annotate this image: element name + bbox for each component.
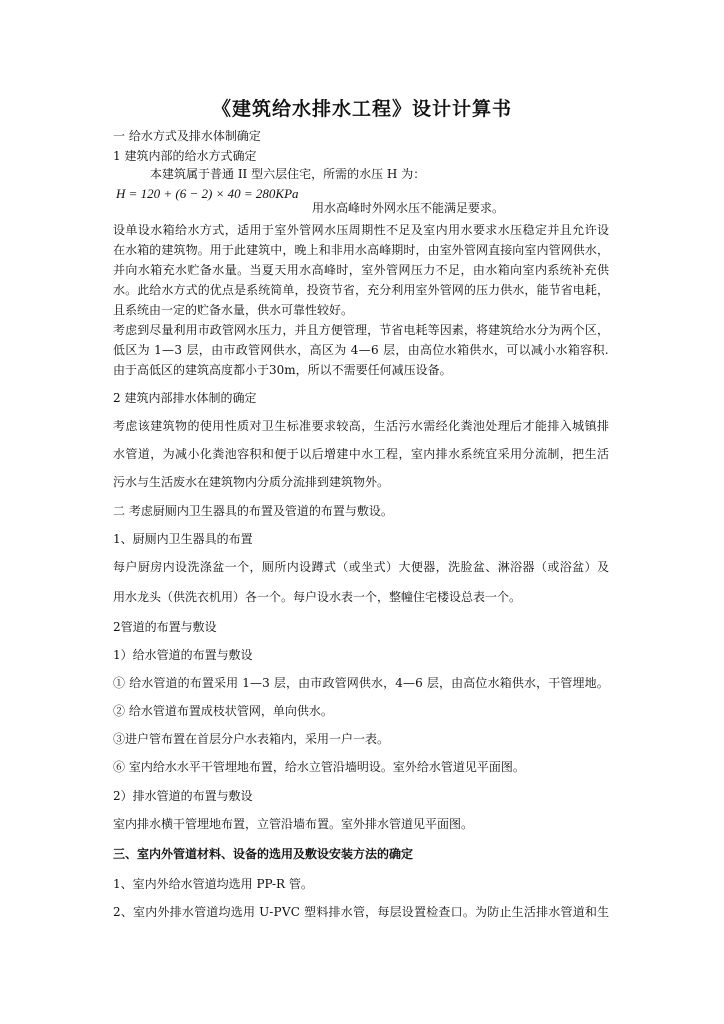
document-line: 用水龙头（供洗衣机用）各一个。每户设水表一个，整幢住宅楼设总表一个。 xyxy=(113,590,522,604)
document-line: 并向水箱充水贮备水量。当夏天用水高峰时，室外管网压力不足，由水箱向室内系统补充供 xyxy=(113,263,610,277)
document-line: 在水箱的建筑物。用于此建筑中，晚上和非用水高峰期时，由室外管网直接向室内管网供水， xyxy=(113,243,610,257)
formula-note: 用水高峰时外网水压不能满足要求。 xyxy=(312,201,505,215)
document-line: 设单设水箱给水方式，适用于室外管网水压周期性不足及室内用水要求水压稳定并且允许设 xyxy=(113,223,610,237)
document-line: 考虑该建筑物的使用性质对卫生标准要求较高，生活污水需经化粪池处理后才能排入城镇排 xyxy=(113,419,610,433)
document-line: ⑥ 室内给水水平干管埋地布置，给水立管沿墙明设。室外给水管道见平面图。 xyxy=(113,760,525,774)
document-line: 2管道的布置与敷设 xyxy=(113,620,217,634)
document-line: 2、室内外排水管道均选用 U-PVC 塑料排水管，每层设置检查口。为防止生活排水管道和生 xyxy=(113,905,610,919)
document-line: 由于高低区的建筑高度都小于30m，所以不需要任何减压设备。 xyxy=(113,363,452,377)
document-line: 考虑到尽量利用市政管网水压力，并且方便管理，节省电耗等因素，将建筑给水分为两个区， xyxy=(113,323,610,337)
document-line: 且系统由一定的贮备水量，供水可靠性较好。 xyxy=(113,303,354,317)
document-title: 《建筑给水排水工程》设计计算书 xyxy=(211,98,512,120)
document-line: 一 给水方式及排水体制确定 xyxy=(113,129,261,143)
document-line: 每户厨房内设洗涤盆一个，厕所内设蹲式（或坐式）大便器，洗脸盆、淋浴器（或浴盆）及 xyxy=(113,560,610,574)
document-line: 污水与生活废水在建筑物内分质分流排到建筑物外。 xyxy=(113,475,390,489)
document-line: 本建筑属于普通 II 型六层住宅，所需的水压 H 为： xyxy=(150,167,426,181)
document-line: 2）排水管道的布置与敷设 xyxy=(113,789,253,803)
document-line: ① 给水管道的布置采用 1—3 层，由市政管网供水，4—6 层，由高位水箱供水，干管埋地。 xyxy=(113,676,609,690)
document-line: 2 建筑内部排水体制的确定 xyxy=(113,391,257,405)
document-line: 1、室内外给水管道均选用 PP-R 管。 xyxy=(113,877,313,891)
document-line: 二 考虑厨厕内卫生器具的布置及管道的布置与敷设。 xyxy=(113,504,393,518)
document-line: 水。此给水方式的优点是系统简单，投资节省，充分利用室外管网的压力供水，能节省电耗， xyxy=(113,283,610,297)
water-pressure-formula: H = 120 + (6 − 2) × 40 = 280KPa xyxy=(116,186,299,201)
document-line: 1、厨厕内卫生器具的布置 xyxy=(113,532,253,546)
document-line: 水管道，为减小化粪池容积和便于以后增建中水工程，室内排水系统宜采用分流制，把生活 xyxy=(113,447,610,461)
document-line: 低区为 1—3 层，由市政管网供水，高区为 4—6 层，由高位水箱供水，可以减小水箱容积. xyxy=(113,343,609,357)
document-line: 室内排水横干管埋地布置，立管沿墙布置。室外排水管道见平面图。 xyxy=(113,817,474,831)
document-line: ③进户管布置在首层分户水表箱内，采用一户一表。 xyxy=(113,732,390,746)
document-line: 1 建筑内部的给水方式确定 xyxy=(113,149,257,163)
document-line: ② 给水管道布置成枝状管网，单向供水。 xyxy=(113,704,333,718)
document-line: 1）给水管道的布置与敷设 xyxy=(113,648,253,662)
document-line: 三、室内外管道材料、设备的选用及敷设安装方法的确定 xyxy=(113,847,414,861)
